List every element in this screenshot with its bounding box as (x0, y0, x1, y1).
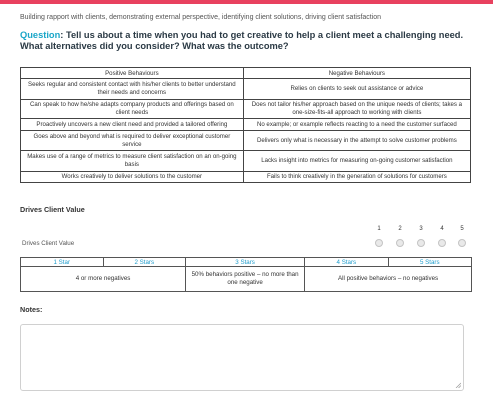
star-header-5: 5 Stars (388, 258, 471, 267)
rating-radio-1[interactable] (375, 239, 383, 247)
rating-row-label: Drives Client Value (22, 240, 75, 247)
table-row (21, 172, 471, 183)
positive-behaviour-cell: Works creatively to deliver solutions to the customer (21, 172, 244, 183)
table-row (21, 79, 471, 100)
low-rating-description: 4 or more negatives (21, 267, 186, 292)
scale-number: 1 (377, 226, 381, 232)
star-header-1: 1 Star (21, 258, 104, 267)
negative-behaviour-cell: Fails to think creatively in the generation of solutions for customers (243, 172, 470, 183)
scale-number: 5 (460, 226, 464, 232)
positive-behaviours-header: Positive Behaviours (21, 68, 244, 79)
competency-description: Building rapport with clients, demonstrating external perspective, identifying client solutions, driving client satisfaction (20, 14, 382, 21)
table-row (21, 131, 471, 151)
positive-behaviour-cell: Goes above and beyond what is required to deliver exceptional customer service (21, 131, 244, 151)
accent-bar (0, 0, 493, 4)
negative-behaviour-cell: Does not tailor his/her approach based on the unique needs of clients; takes a one-size-fits-all approach to working with clients (243, 100, 470, 119)
table-row (21, 151, 471, 172)
notes-label: Notes: (20, 305, 43, 314)
table-row (21, 119, 471, 131)
notes-textarea[interactable] (20, 324, 464, 391)
positive-behaviour-cell: Proactively uncovers a new client need and provided a tailored offering (21, 119, 244, 131)
interview-question (20, 30, 475, 51)
rating-radio-2[interactable] (396, 239, 404, 247)
scale-number: 4 (440, 226, 444, 232)
star-rating-guide-table (20, 257, 472, 292)
rating-radio-4[interactable] (438, 239, 446, 247)
negative-behaviour-cell: Delivers only what is necessary in the attempt to solve customer problems (243, 131, 470, 151)
resize-handle-icon[interactable] (455, 382, 461, 388)
negative-behaviour-cell: No example; or example reflects reacting to a need the customer surfaced (243, 119, 470, 131)
rating-radio-3[interactable] (417, 239, 425, 247)
positive-behaviour-cell: Makes use of a range of metrics to measure client satisfaction on an on-going basis (21, 151, 244, 172)
high-rating-description: All positive behaviors – no negatives (305, 267, 472, 292)
scale-number: 2 (398, 226, 402, 232)
star-header-2: 2 Stars (103, 258, 186, 267)
question-label: Question (20, 30, 61, 40)
table-row (21, 267, 472, 292)
mid-rating-description: 50% behaviors positive – no more than one negative (186, 267, 305, 292)
star-header-3: 3 Stars (186, 258, 305, 267)
scale-number: 3 (419, 226, 423, 232)
rating-radio-5[interactable] (458, 239, 466, 247)
star-header-4: 4 Stars (305, 258, 388, 267)
positive-behaviour-cell: Seeks regular and consistent contact with his/her clients to better understand their needs and concerns (21, 79, 244, 100)
negative-behaviours-header: Negative Behaviours (243, 68, 470, 79)
negative-behaviour-cell: Lacks insight into metrics for measuring on-going customer satisfaction (243, 151, 470, 172)
negative-behaviour-cell: Relies on clients to seek out assistance or advice (243, 79, 470, 100)
behaviours-table (20, 67, 471, 183)
rating-section-title: Drives Client Value (20, 205, 85, 214)
table-row (21, 100, 471, 119)
positive-behaviour-cell: Can speak to how he/she adapts company products and offerings based on client needs (21, 100, 244, 119)
question-text: : Tell us about a time when you had to get creative to help a client meet a challenging need. What alternatives did you consider? What was the outcome? (20, 30, 464, 51)
